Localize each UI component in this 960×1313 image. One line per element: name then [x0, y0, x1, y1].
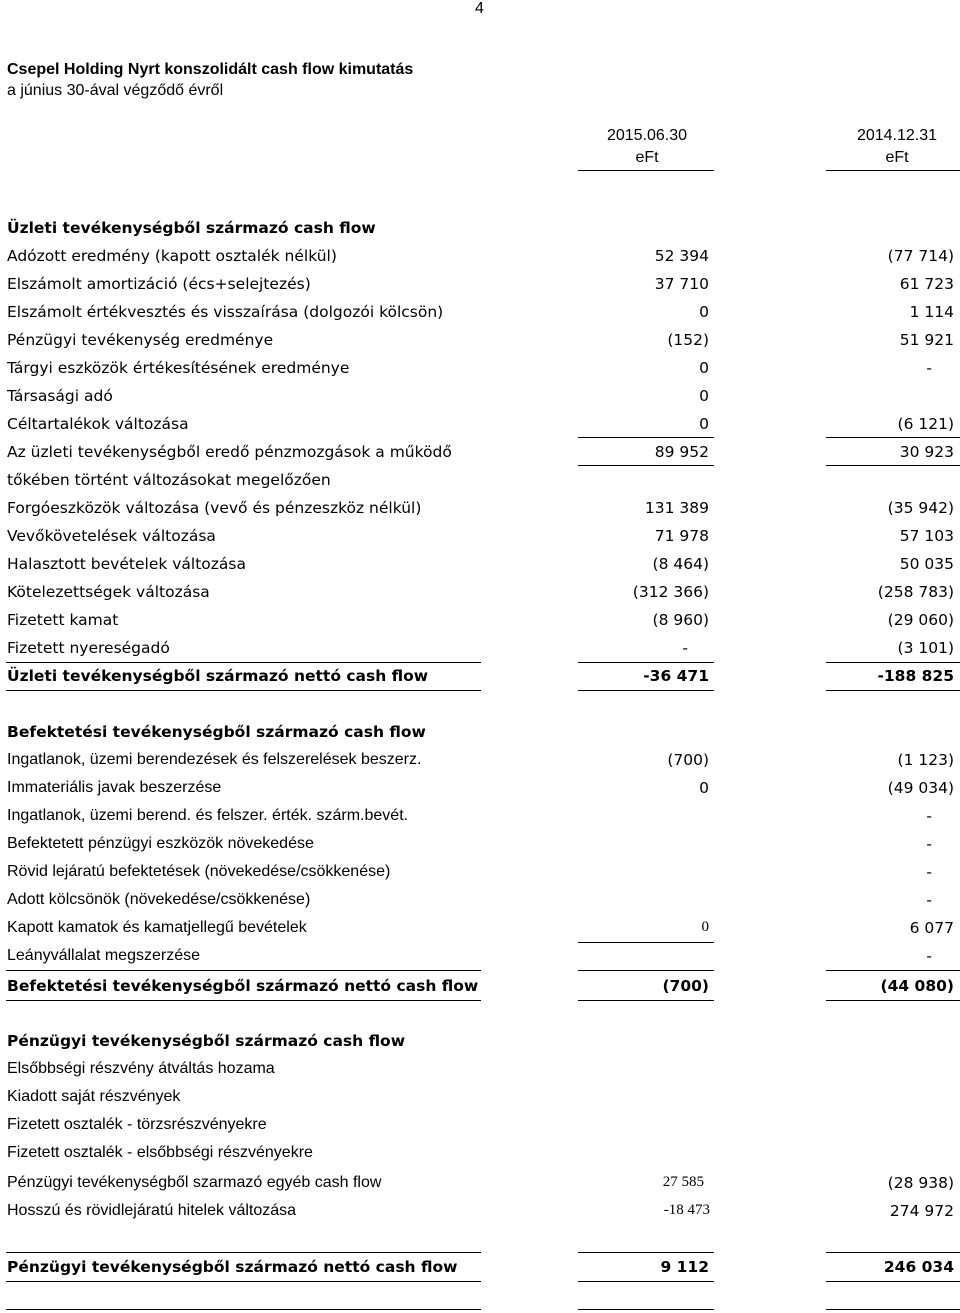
total-bottom-rule-2015 [578, 1000, 714, 1001]
row-value-2014: 30 923 [899, 443, 954, 461]
row-value-2015: 0 [699, 303, 709, 321]
row-label: Pénzügyi tevékenység eredménye [7, 331, 274, 349]
row-label: Befektetett pénzügyi eszközök növekedése [7, 835, 314, 852]
total-top-rule-label [6, 1252, 481, 1253]
operating-heading-row [0, 216, 960, 244]
row-label: Kapott kamatok és kamatjellegű bevételek [7, 919, 307, 936]
operating-row [0, 524, 960, 552]
total-bottom-rule-label [6, 690, 481, 691]
col2-header-rule [826, 170, 960, 171]
row-value-2014: - [926, 359, 932, 377]
investing-row [0, 832, 960, 860]
row-label: Adott kölcsönök (növekedése/csökkenése) [7, 891, 311, 908]
row-label: Elszámolt értékvesztés és visszaírása (dolgozói kölcsön) [7, 303, 444, 321]
row-value-2015: (312 366) [632, 583, 709, 601]
row-value-2014: 61 723 [899, 275, 954, 293]
total-label: Üzleti tevékenységből származó nettó cash flow [7, 667, 429, 685]
row-label: Fizetett osztalék - törzsrészvényekre [7, 1116, 267, 1133]
row-value-2015: (8 464) [652, 555, 709, 573]
operating-row [0, 244, 960, 272]
row-value-2014: 57 103 [899, 527, 954, 545]
total-top-rule-2014 [826, 662, 960, 663]
investing-heading: Befektetési tevékenységből származó cash flow [7, 723, 426, 741]
total-value-2014: -188 825 [877, 667, 954, 685]
row-label: Kötelezettségek változása [7, 583, 210, 601]
col1-date: 2015.06.30 [606, 127, 688, 144]
investing-total-row [0, 974, 960, 1002]
investing-row [0, 888, 960, 916]
total-bottom-rule-2015 [578, 690, 714, 691]
row-value-2014: (3 101) [897, 639, 954, 657]
row-label: Pénzügyi tevékenységből szarmazó egyéb cash flow [7, 1174, 382, 1191]
financing-heading-row [0, 1029, 960, 1057]
row-value-2015: 71 978 [654, 527, 709, 545]
report-title: Csepel Holding Nyrt konszolidált cash flow kimutatás [7, 61, 414, 78]
total-bottom-rule-2015 [578, 1281, 714, 1282]
row-label: Céltartalékok változása [7, 415, 189, 433]
total-value-2015: -36 471 [643, 667, 709, 685]
row-value-2015: 0 [699, 415, 709, 433]
row-label: Forgóeszközök változása (vevő és pénzeszköz nélkül) [7, 499, 422, 517]
investing-row [0, 860, 960, 888]
row-value-2014: - [926, 807, 932, 825]
financing-heading: Pénzügyi tevékenységből származó cash flow [7, 1032, 406, 1050]
total-top-rule-2014 [826, 1252, 960, 1253]
subtotal-rule-2014 [826, 437, 960, 438]
row-value-2014: 50 035 [899, 555, 954, 573]
col2-date: 2014.12.31 [856, 127, 938, 144]
row-value-2014: 1 114 [909, 303, 954, 321]
bottom-rule-label [6, 1309, 481, 1310]
investing-heading-row [0, 720, 960, 748]
row-label: Az üzleti tevékenységből eredő pénzmozgások a működő [7, 443, 452, 461]
investing-row [0, 748, 960, 776]
row-label: Társasági adó [7, 387, 113, 405]
financing-total-row [0, 1255, 960, 1283]
total-top-rule-2015 [578, 970, 714, 971]
operating-total-row [0, 664, 960, 692]
row-label: Halasztott bevételek változása [7, 555, 247, 573]
operating-row [0, 636, 960, 664]
row-value-2015: 0 [699, 359, 709, 377]
total-top-rule-2014 [826, 970, 960, 971]
row-value-2015: 131 389 [644, 499, 709, 517]
subtotal-rule-2015 [578, 437, 714, 438]
total-top-rule-2015 [578, 662, 714, 663]
bottom-rule-2015 [578, 1309, 714, 1310]
row-value-2014: (49 034) [887, 779, 954, 797]
operating-row [0, 608, 960, 636]
row-value-2014: 51 921 [899, 331, 954, 349]
row-label: Elszámolt amortizáció (écs+selejtezés) [7, 275, 311, 293]
col2-unit: eFt [885, 149, 909, 166]
subtotal-underline-2014 [826, 465, 960, 466]
operating-heading: Üzleti tevékenységből származó cash flow [7, 219, 376, 237]
row-label: Leányvállalat megszerzése [7, 947, 200, 964]
investing-row [0, 944, 960, 972]
page-number: 4 [475, 0, 484, 17]
row-value-2014: - [926, 947, 932, 965]
row-value-2014: (29 060) [887, 611, 954, 629]
row-label: Immateriális javak beszerzése [7, 779, 222, 796]
row-value-2015: (152) [667, 331, 709, 349]
col1-unit: eFt [635, 149, 659, 166]
total-top-rule-label [6, 970, 481, 971]
operating-row [0, 468, 960, 496]
row-label: Adózott eredmény (kapott osztalék nélkül) [7, 247, 337, 265]
row-value-2015: (700) [667, 751, 709, 769]
row-label: Ingatlanok, üzemi berendezések és felszerelések beszerz. [7, 751, 422, 768]
col1-header-rule [578, 170, 714, 171]
operating-row [0, 356, 960, 384]
total-bottom-rule-2014 [826, 1281, 960, 1282]
total-top-rule-label [6, 662, 481, 663]
row-value-2014: (28 938) [887, 1174, 954, 1192]
row-value-2014: 274 972 [889, 1202, 954, 1220]
row-value-2015: 89 952 [654, 443, 709, 461]
financing-row [0, 1085, 960, 1113]
row-value-2015: 52 394 [654, 247, 709, 265]
total-label: Befektetési tevékenységből származó nettó cash flow [7, 977, 479, 995]
operating-row [0, 580, 960, 608]
row-value-2015: 0 [701, 919, 709, 935]
financing-row [0, 1057, 960, 1085]
row-label: Vevőkövetelések változása [7, 527, 216, 545]
total-value-2014: 246 034 [883, 1258, 954, 1276]
row-value-2014: (258 783) [877, 583, 954, 601]
row-label: Elsőbbségi részvény átváltás hozama [7, 1060, 275, 1077]
operating-row [0, 496, 960, 524]
investing-row [0, 804, 960, 832]
row-value-2014: - [926, 863, 932, 881]
total-top-rule-2015 [578, 1252, 714, 1253]
row-label: Hosszú és rövidlejáratú hitelek változása [7, 1202, 297, 1219]
row-label: Fizetett kamat [7, 611, 119, 629]
operating-row [0, 412, 960, 440]
row-value-2014: (77 714) [887, 247, 954, 265]
operating-row [0, 552, 960, 580]
row-label: tőkében történt változásokat megelőzően [7, 471, 331, 489]
total-bottom-rule-2014 [826, 690, 960, 691]
financing-row [0, 1141, 960, 1169]
report-subtitle: a június 30-ával végződő évről [7, 82, 224, 99]
row-value-2014: (6 121) [897, 415, 954, 433]
row-value-2015: - [682, 639, 688, 657]
total-bottom-rule-2014 [826, 1000, 960, 1001]
operating-row [0, 272, 960, 300]
row-value-2014: (35 942) [887, 499, 954, 517]
operating-row [0, 328, 960, 356]
total-bottom-rule-label [6, 1281, 481, 1282]
row-value-2015: -18 473 [663, 1202, 710, 1218]
financing-row [0, 1171, 960, 1199]
row-label: Tárgyi eszközök értékesítésének eredménye [7, 359, 350, 377]
investing-row [0, 776, 960, 804]
financing-row [0, 1113, 960, 1141]
row-value-2014: - [926, 891, 932, 909]
row-label: Fizetett osztalék - elsőbbségi részvényekre [7, 1144, 313, 1161]
total-value-2014: (44 080) [880, 977, 954, 995]
row-value-2015: 0 [699, 387, 709, 405]
row-value-2015: 37 710 [654, 275, 709, 293]
investing-mid-rule-2015 [578, 942, 714, 943]
row-value-2015: 27 585 [662, 1174, 704, 1190]
row-label: Kiadott saját részvények [7, 1088, 181, 1105]
row-value-2014: 6 077 [909, 919, 954, 937]
row-value-2014: - [926, 835, 932, 853]
row-label: Fizetett nyereségadó [7, 639, 170, 657]
row-label: Rövid lejáratú befektetések (növekedése/csökkenése) [7, 863, 391, 880]
bottom-rule-2014 [826, 1309, 960, 1310]
total-label: Pénzügyi tevékenységből származó nettó cash flow [7, 1258, 458, 1276]
operating-subtotal-row [0, 440, 960, 468]
financing-row [0, 1199, 960, 1227]
total-bottom-rule-label [6, 1000, 481, 1001]
row-label: Ingatlanok, üzemi berend. és felszer. érték. szárm.bevét. [7, 807, 409, 824]
row-value-2015: 0 [699, 779, 709, 797]
subtotal-underline-2015 [578, 465, 714, 466]
row-value-2014: (1 123) [897, 751, 954, 769]
total-value-2015: (700) [662, 977, 709, 995]
total-value-2015: 9 112 [660, 1258, 709, 1276]
operating-row [0, 300, 960, 328]
investing-row [0, 916, 960, 944]
row-value-2015: (8 960) [652, 611, 709, 629]
operating-row [0, 384, 960, 412]
